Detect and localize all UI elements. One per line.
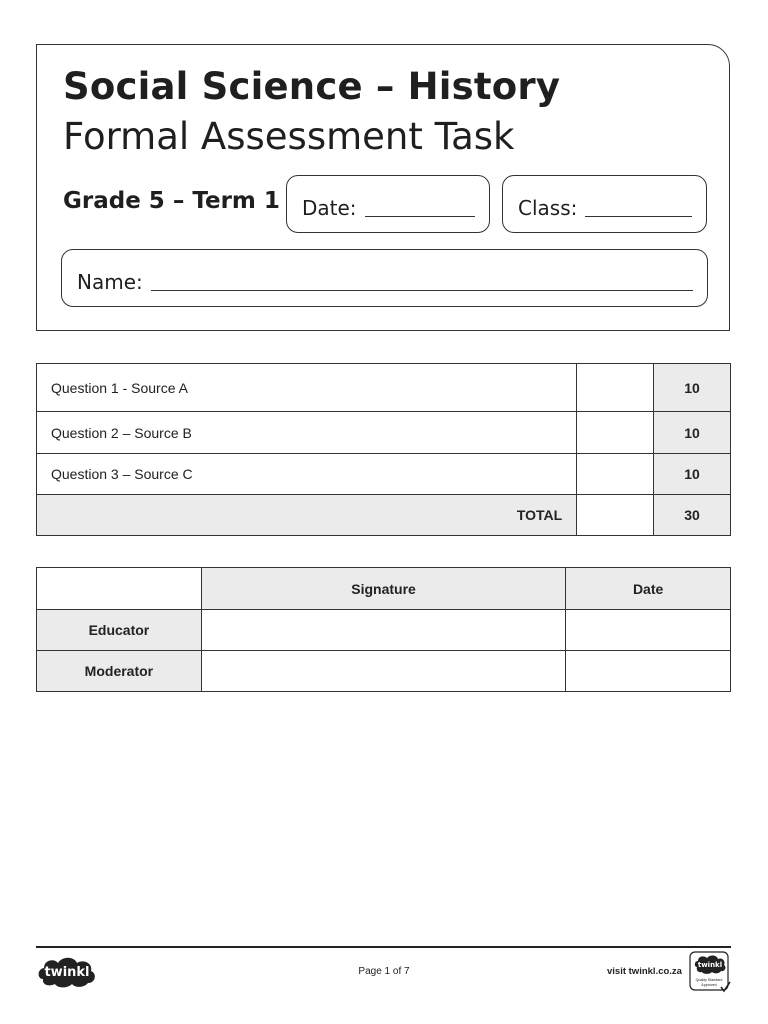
table-row	[37, 454, 731, 495]
question-cell: Question 1 - Source A	[37, 364, 577, 412]
moderator-date-cell[interactable]	[566, 651, 731, 692]
total-row	[37, 495, 731, 536]
max-mark-cell: 10	[654, 412, 731, 454]
table-row	[37, 610, 731, 651]
educator-signature-cell[interactable]	[201, 610, 565, 651]
question-cell: Question 2 – Source B	[37, 412, 577, 454]
empty-corner-cell	[37, 568, 202, 610]
badge-logo-text: twinkl	[697, 961, 723, 969]
logo-text: twinkl	[44, 965, 90, 980]
total-max-mark-cell: 30	[654, 495, 731, 536]
header-box	[36, 44, 730, 331]
page-title: Social Science – History	[63, 65, 561, 108]
grade-term-label: Grade 5 – Term 1	[63, 188, 280, 214]
quality-standard-badge	[689, 951, 731, 993]
date-label: Date:	[302, 196, 357, 220]
score-cell[interactable]	[577, 412, 654, 454]
class-write-line[interactable]	[585, 215, 692, 217]
table-header-row	[37, 568, 731, 610]
question-cell: Question 3 – Source C	[37, 454, 577, 495]
badge-caption-2: Approved	[701, 983, 717, 987]
table-row	[37, 412, 731, 454]
table-row	[37, 364, 731, 412]
moderator-label: Moderator	[37, 651, 202, 692]
badge-caption-1: Quality Standard	[695, 978, 723, 982]
total-label: TOTAL	[37, 495, 577, 536]
name-label: Name:	[77, 270, 143, 294]
name-field[interactable]	[61, 249, 708, 307]
date-header: Date	[566, 568, 731, 610]
signature-table	[36, 567, 731, 692]
class-field[interactable]	[502, 175, 707, 233]
class-label: Class:	[518, 196, 578, 220]
visit-link[interactable]: visit twinkl.co.za	[607, 966, 682, 977]
score-cell[interactable]	[577, 364, 654, 412]
page-subtitle: Formal Assessment Task	[63, 115, 515, 158]
page-number: Page 1 of 7	[358, 966, 410, 977]
total-score-cell[interactable]	[577, 495, 654, 536]
table-row	[37, 651, 731, 692]
moderator-signature-cell[interactable]	[201, 651, 565, 692]
score-cell[interactable]	[577, 454, 654, 495]
date-write-line[interactable]	[365, 215, 475, 217]
educator-label: Educator	[37, 610, 202, 651]
max-mark-cell: 10	[654, 364, 731, 412]
date-field[interactable]	[286, 175, 490, 233]
marks-table	[36, 363, 731, 536]
footer-divider	[36, 946, 731, 948]
educator-date-cell[interactable]	[566, 610, 731, 651]
signature-header: Signature	[201, 568, 565, 610]
name-write-line[interactable]	[151, 289, 693, 291]
max-mark-cell: 10	[654, 454, 731, 495]
